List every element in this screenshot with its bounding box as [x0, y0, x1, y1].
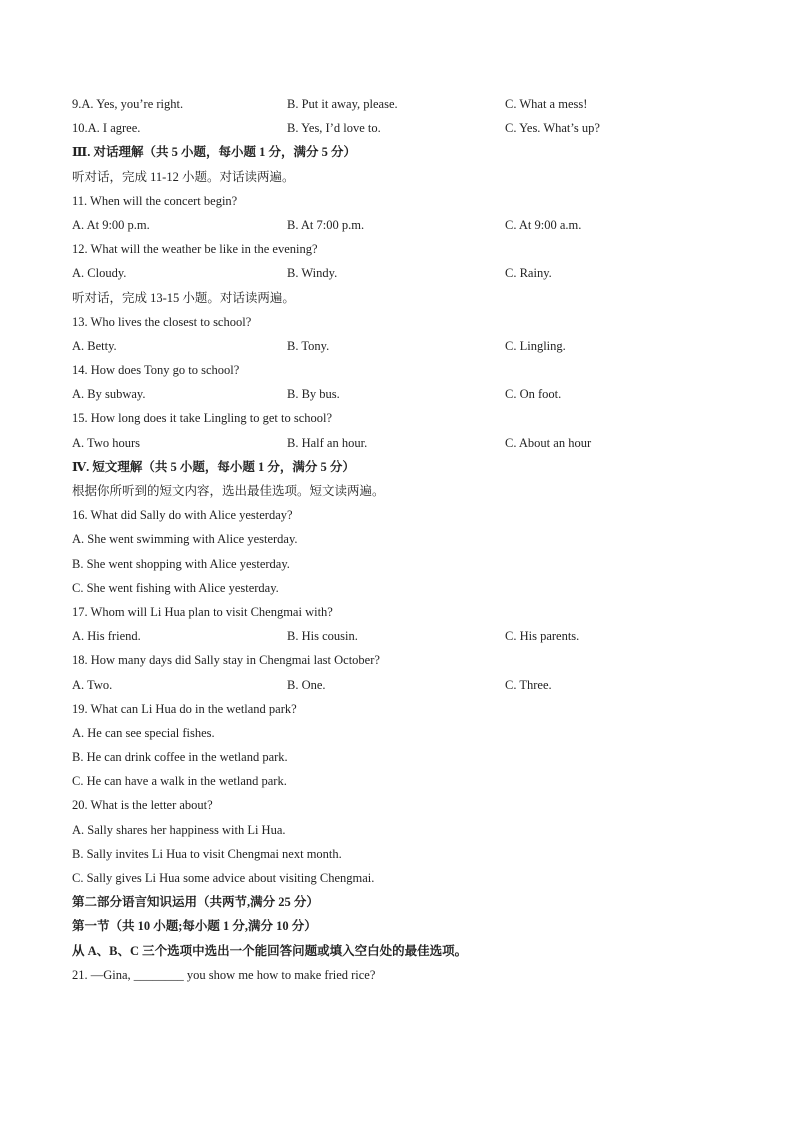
option-a: A. His friend.	[72, 629, 141, 644]
option-a: A. At 9:00 p.m.	[72, 217, 150, 232]
option-line: C. Sally gives Li Hua some advice about visiting Chengmai.	[72, 871, 375, 885]
question: 11. When will the concert begin?	[72, 193, 238, 208]
question: 21. —Gina, ________ you show me how to make fried rice?	[72, 967, 376, 982]
option-line: A. She went swimming with Alice yesterday.	[72, 532, 298, 547]
option-b: B. At 7:00 p.m.	[287, 217, 365, 232]
option-line: A. He can see special fishes.	[72, 725, 215, 740]
question: 19. What can Li Hua do in the wetland park?	[72, 701, 297, 716]
option-b: B. One.	[287, 677, 326, 692]
question: 18. How many days did Sally stay in Chengmai last October?	[72, 653, 380, 668]
option-row	[72, 624, 732, 648]
option-row	[72, 334, 732, 358]
option-b: B. By bus.	[287, 387, 340, 402]
option-b: B. Put it away, please.	[287, 97, 398, 111]
question: 16. What did Sally do with Alice yesterday?	[72, 508, 293, 523]
option-c: C. On foot.	[505, 387, 562, 402]
option-c: C. Lingling.	[505, 338, 566, 353]
option-a: A. Two.	[72, 677, 113, 692]
section-heading: 第一节（共 10 小题;每小题 1 分,满分 10 分）	[72, 919, 317, 934]
document-page	[72, 92, 732, 987]
option-line: B. Sally invites Li Hua to visit Chengmai next month.	[72, 846, 342, 861]
option-b: B. His cousin.	[287, 629, 358, 644]
option-line: B. She went shopping with Alice yesterday.	[72, 556, 290, 571]
option-row	[72, 213, 732, 237]
question: 12. What will the weather be like in the evening?	[72, 242, 318, 257]
option-row	[72, 673, 732, 697]
option-row	[72, 261, 732, 285]
section-heading: Ⅲ. 对话理解（共 5 小题，每小题 1 分，满分 5 分）	[72, 145, 356, 160]
option-row	[72, 431, 732, 455]
instruction: 根据你所听到的短文内容，选出最佳选项。短文读两遍。	[72, 484, 385, 498]
instruction: 听对话，完成 11-12 小题。对话读两遍。	[72, 169, 295, 184]
option-a: A. By subway.	[72, 387, 146, 402]
instruction-heading: 从 A、B、C 三个选项中选出一个能回答问题或填入空白处的最佳选项。	[72, 943, 468, 958]
option-c: C. About an hour	[505, 435, 592, 450]
option-row	[72, 116, 732, 140]
question: 15. How long does it take Lingling to get to school?	[72, 411, 333, 426]
option-a: 10.A. I agree.	[72, 121, 141, 136]
option-a: A. Betty.	[72, 338, 117, 353]
instruction: 听对话，完成 13-15 小题。对话读两遍。	[72, 290, 295, 305]
option-c: C. His parents.	[505, 629, 580, 644]
option-row	[72, 382, 732, 406]
question: 14. How does Tony go to school?	[72, 363, 240, 378]
option-c: C. Rainy.	[505, 266, 552, 281]
question: 17. Whom will Li Hua plan to visit Chengmai with?	[72, 604, 333, 619]
option-c: C. At 9:00 a.m.	[505, 217, 582, 232]
option-line: B. He can drink coffee in the wetland park.	[72, 750, 288, 765]
section-heading: Ⅳ. 短文理解（共 5 小题，每小题 1 分，满分 5 分）	[72, 459, 355, 474]
option-b: B. Half an hour.	[287, 435, 368, 450]
question: 20. What is the letter about?	[72, 798, 213, 813]
option-b: B. Yes, I’d love to.	[287, 121, 381, 136]
option-b: B. Windy.	[287, 266, 338, 281]
option-c: C. Yes. What’s up?	[505, 121, 600, 136]
option-line: A. Sally shares her happiness with Li Hua.	[72, 822, 286, 837]
option-b: B. Tony.	[287, 338, 330, 353]
option-row	[72, 92, 732, 116]
option-a: A. Cloudy.	[72, 266, 127, 281]
question: 13. Who lives the closest to school?	[72, 314, 252, 329]
option-c: C. What a mess!	[505, 97, 588, 111]
option-a: 9.A. Yes, you’re right.	[72, 97, 184, 111]
option-a: A. Two hours	[72, 435, 140, 450]
part-heading: 第二部分语言知识运用（共两节,满分 25 分）	[72, 895, 319, 910]
option-line: C. She went fishing with Alice yesterday.	[72, 580, 279, 595]
option-line: C. He can have a walk in the wetland park.	[72, 774, 287, 789]
option-c: C. Three.	[505, 677, 552, 692]
